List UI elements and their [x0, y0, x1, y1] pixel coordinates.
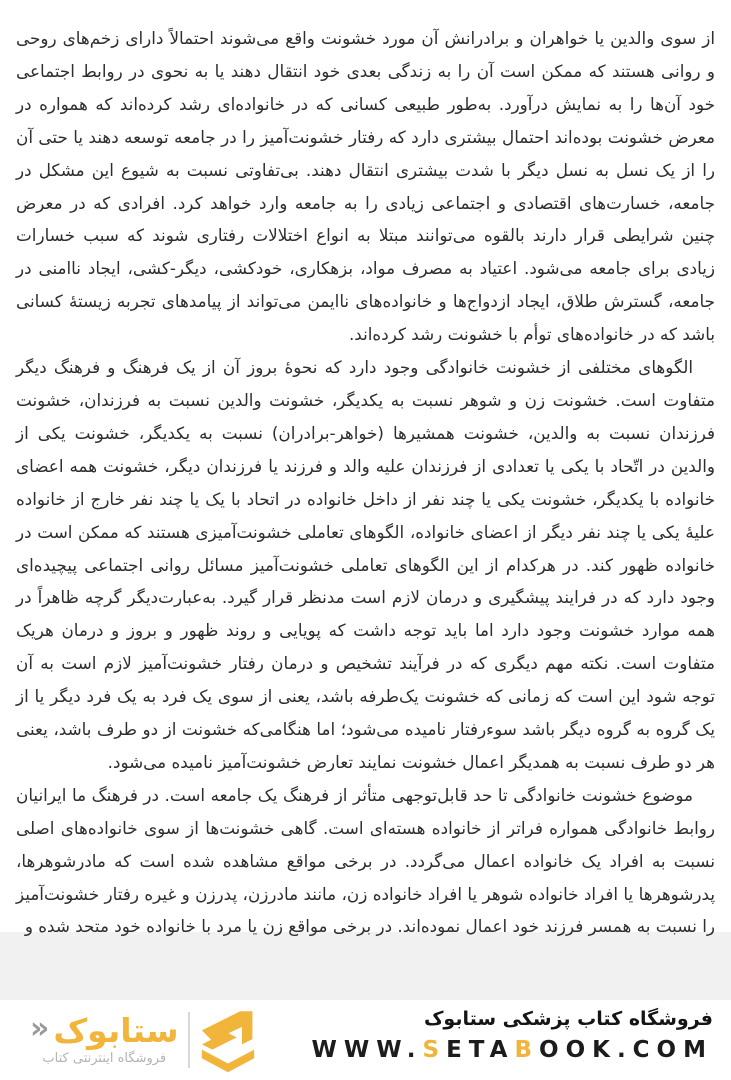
setabook-logo [30, 1006, 257, 1074]
watermark-footer [0, 1000, 731, 1080]
url-eta: ETA [446, 1037, 515, 1063]
paragraph-2: الگوهای مختلفی از خشونت خانوادگی وجود دارد که نحوهٔ بروز آن از یک فرهنگ و فرهنگ دیگر متفاوت است. خشونت زن و شوهر نسبت به یکدیگر، خشونت والدین نسبت به فرزندان، خشونت فرزندان نسبت به والدین، خشونت همشیرها (خواهر-برادران) نسبت به یکدیگر، خشونت یکی از والدین در اتّحاد با یکی یا تعدادی از فرزندان علیه والد و فرزند یا فرزندان دیگر، خشونت همه اعضای خانواده با یکدیگر، خشونت یکی یا چند نفر از داخل خانواده در اتحاد با یک یا چند نفر خارج از خانواده علیهٔ یکی یا چند نفر دیگر از اعضای خانواده، الگوهای تعاملی خشونت‌آمیزی هستند که ممکن است در خانواده ظهور کند. در هرکدام از این الگوهای تعاملی خشونت‌آمیز مسائل روانی اجتماعی پیچیده‌ای وجود دارد که در فرایند پیشگیری و درمان لازم است مدنظر قرار گیرد. به‌عبارت‌دیگر گرچه ظاهراً در همه موارد خشونت وجود دارد اما باید توجه داشت که پویایی و روند ظهور و بروز و درمان هریک متفاوت است. نکته مهم دیگری که در فرآیند تشخیص و درمان رفتار خشونت‌آمیز لازم است به آن توجه شود این است که زمانی که خشونت یک‌طرفه باشد، یعنی از سوی یک فرد به یک فرد دیگر یا از یک گروه به گروه دیگر باشد سوءرفتار نامیده می‌شود؛ اما هنگامی‌که خشونت از دو طرف باشد، یعنی هر دو طرف نسبت به همدیگر اعمال خشونت نمایند تعارض خشونت‌آمیز نامیده می‌شود. [16, 357, 715, 772]
setabook-chevron-emblem-icon [199, 1006, 257, 1074]
store-name: فروشگاه کتاب پزشکی ستابوک [423, 1008, 713, 1030]
logo-divider [188, 1012, 190, 1068]
website-url [312, 1034, 714, 1066]
url-s-gold: S [422, 1037, 447, 1063]
setabook-wordmark: ستابوک [53, 1011, 179, 1050]
url-rest: OOK.COM [539, 1037, 713, 1063]
paragraph-3: موضوع خشونت خانوادگی تا حد قابل‌توجهی متأثر از فرهنگ یک جامعه است. در فرهنگ ما ایرانیان روابط خانوادگی همواره فراتر از خانواده هسته‌ای است. گاهی خشونت‌ها از سوی خانواده‌های اصلی نسبت به افراد یک خانواده اعمال می‌گردد. در برخی مواقع مشاهده شده است که مادرشوهرها، پدرشوهرها یا افراد خانواده شوهر یا افراد خانواده زن، مانند مادرزن، پدرزن و غیره رفتار خشونت‌آمیز را نسبت به همسر فرزند خود اعمال نموده‌اند. در برخی مواقع زن یا مرد با خانواده خود متحد شده و [16, 784, 715, 937]
store-text-block [312, 1004, 714, 1066]
wordmark-row [30, 1013, 179, 1049]
url-www: WWW. [311, 1037, 423, 1063]
logo-tagline: فروشگاه اینترنتی کتاب [42, 1051, 167, 1066]
url-b-gold: B [514, 1037, 540, 1063]
paragraph-1: از سوی والدین یا خواهران و برادرانش آن مورد خشونت واقع می‌شوند احتمالاً دارای زخم‌های روحی و روانی هستند که ممکن است آن را به زندگی بعدی خود انتقال دهند یا به نحوی در روابط اجتماعی خود آن‌ها را به نمایش درآورد. به‌طور طبیعی کسانی که در خانواده‌ای رشد کرده‌اند که همواره در معرض خشونت بوده‌اند احتمال بیشتری دارد که رفتار خشونت‌آمیز را در جامعه توسعه دهند یا حتی آن را از یک نسل به نسل دیگر با شدت بیشتری انتقال دهند. بی‌تفاوتی نسبت به شیوع این مشکل در جامعه، خسارت‌های اقتصادی و اجتماعی زیادی را به جامعه وارد خواهد کرد. افرادی که در معرض چنین شرایطی قرار دارند بالقوه می‌توانند مبتلا به انواع اختلالات رفتاری شوند که سبب خسارات زیادی برای جامعه می‌شود. اعتیاد به مصرف مواد، بزهکاری، خودکشی، دیگر-کشی، ایجاد ناامنی در جامعه، گسترش طلاق، ایجاد ازدواج‌ها و خانواده‌های ناایمن می‌تواند از پیامدهای تجربه زیستهٔ کسانی باشد که در خانواده‌های توأم با خشونت رشد کرده‌اند. [16, 28, 715, 345]
logo-text-stack [30, 1013, 179, 1067]
guillemet-icon: « [30, 1011, 50, 1046]
